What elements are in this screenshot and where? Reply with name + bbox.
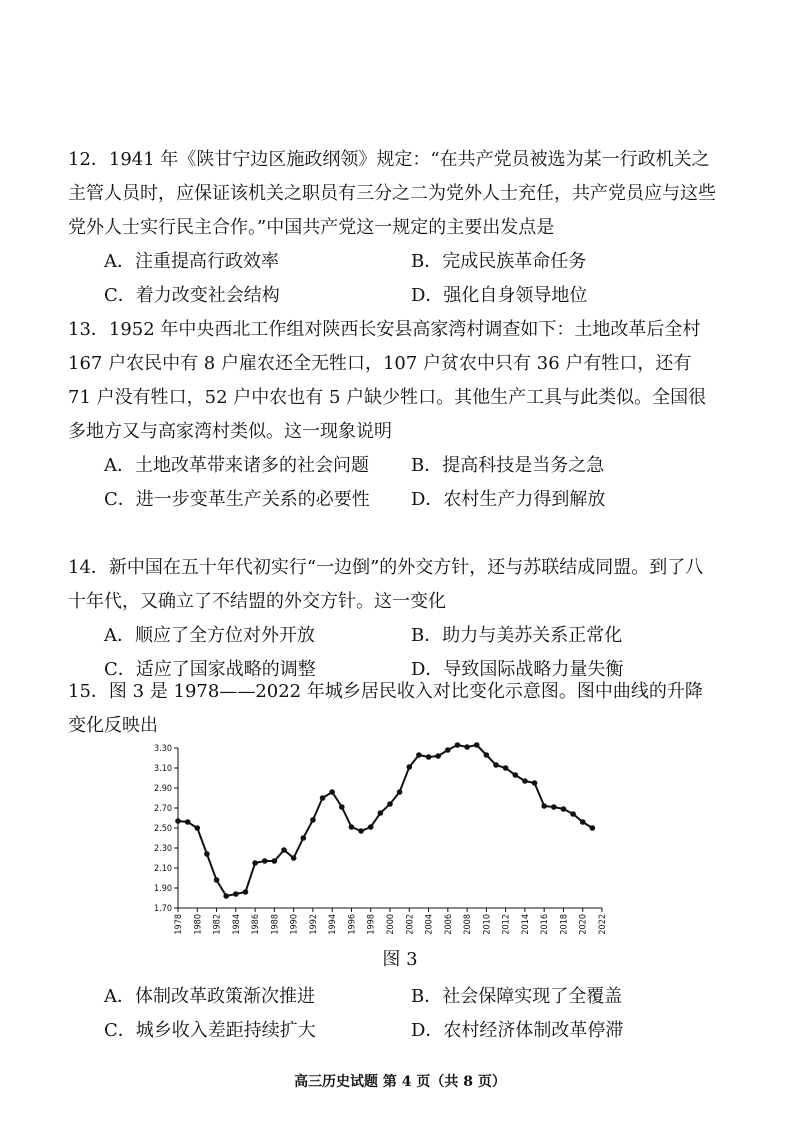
page-footer: 高三历史试题 第 4 页（共 8 页） xyxy=(294,1074,506,1090)
question-12-option-d[interactable]: D．强化自身领导地位 xyxy=(411,285,588,306)
x-tick-label: 1978 xyxy=(174,914,184,935)
y-tick-label: 1.90 xyxy=(153,884,172,894)
x-tick-label: 1994 xyxy=(328,914,339,935)
data-point xyxy=(214,877,220,883)
data-point xyxy=(358,828,364,834)
series-line xyxy=(178,745,592,896)
x-tick-label: 2018 xyxy=(559,914,570,935)
question-15-option-b[interactable]: B．社会保障实现了全覆盖 xyxy=(411,986,623,1007)
data-point xyxy=(194,825,200,831)
figure-caption: 图 3 xyxy=(382,949,418,970)
x-tick-label: 1992 xyxy=(308,914,319,935)
data-point xyxy=(464,744,470,750)
data-point xyxy=(445,747,451,753)
x-tick-label: 2010 xyxy=(482,914,493,935)
question-15-options-row-2 xyxy=(68,1014,718,1048)
data-point xyxy=(522,778,528,784)
data-point xyxy=(426,754,432,760)
question-14-option-d[interactable]: D．导致国际战略力量失衡 xyxy=(411,659,624,680)
data-point xyxy=(262,858,268,864)
y-tick-label: 2.50 xyxy=(153,824,172,834)
question-13-option-c[interactable]: C．进一步变革生产关系的必要性 xyxy=(104,489,370,510)
data-point xyxy=(493,762,499,768)
y-tick-label: 2.30 xyxy=(153,844,172,854)
x-tick-label: 1998 xyxy=(366,914,377,935)
data-point xyxy=(416,752,422,758)
data-point xyxy=(590,825,596,831)
data-point xyxy=(561,806,567,812)
question-15 xyxy=(68,675,718,743)
question-12-option-b[interactable]: B．完成民族革命任务 xyxy=(411,251,587,272)
y-tick-label: 2.70 xyxy=(153,804,172,814)
y-tick-label: 3.10 xyxy=(153,764,172,774)
data-point xyxy=(233,891,239,897)
data-point xyxy=(310,817,316,823)
question-15-options xyxy=(68,980,718,1048)
x-tick-label: 1996 xyxy=(347,914,358,935)
data-point xyxy=(455,742,461,748)
data-point xyxy=(368,824,374,830)
data-point xyxy=(185,819,191,825)
question-15-stem: 15．图 3 是 1978——2022 年城乡居民收入对比变化示意图。图中曲线的升降变化反映出 xyxy=(68,681,703,736)
question-12-options-row-1 xyxy=(68,245,718,279)
question-13-stem: 13．1952 年中央西北工作组对陕西长安县高家湾村调查如下：土地改革后全村 167 户农民中有 8 户雇农还全无牲口，107 户贫农中只有 36 户有牲口，还有 71 户没有牲口，52 户中农也有 5 户缺少牲口。其他生产工具与此类似。全国很多地方又与高家湾村类似。这一现象说明 xyxy=(68,319,707,442)
question-12 xyxy=(68,143,718,313)
data-point xyxy=(397,789,403,795)
data-point xyxy=(320,795,326,801)
x-tick-label: 1986 xyxy=(251,914,262,935)
data-point xyxy=(484,752,490,758)
y-tick-label: 2.90 xyxy=(153,784,172,794)
line-chart xyxy=(140,740,610,940)
question-15-option-c[interactable]: C．城乡收入差距持续扩大 xyxy=(104,1020,316,1041)
x-tick-label: 2022 xyxy=(598,914,608,935)
data-point xyxy=(512,772,518,778)
x-tick-label: 2004 xyxy=(424,914,435,935)
question-12-option-a[interactable]: A．注重提高行政效率 xyxy=(104,251,279,272)
question-13-options-row-2 xyxy=(68,483,718,517)
data-point xyxy=(435,753,441,759)
data-point xyxy=(580,819,586,825)
question-12-options-row-2 xyxy=(68,279,718,313)
question-13-options-row-1 xyxy=(68,449,718,483)
data-point xyxy=(243,889,249,895)
x-tick-label: 2006 xyxy=(443,914,454,935)
data-point xyxy=(204,851,210,857)
question-15-option-a[interactable]: A．体制改革政策渐次推进 xyxy=(104,986,315,1007)
data-point xyxy=(349,824,355,830)
question-14-option-a[interactable]: A．顺应了全方位对外开放 xyxy=(104,625,315,646)
data-point xyxy=(252,860,258,866)
data-point xyxy=(339,804,345,810)
data-point xyxy=(541,803,547,809)
x-tick-label: 2000 xyxy=(386,914,396,935)
figure-3-chart xyxy=(140,740,610,940)
x-tick-label: 2008 xyxy=(463,914,474,935)
question-14 xyxy=(68,551,718,687)
data-point xyxy=(532,780,538,786)
data-point xyxy=(378,810,384,816)
x-tick-label: 1988 xyxy=(270,914,281,935)
data-point xyxy=(474,742,480,748)
data-point xyxy=(406,764,412,770)
question-15-options-row-1 xyxy=(68,980,718,1014)
data-point xyxy=(281,847,287,853)
question-14-option-c[interactable]: C．适应了国家战略的调整 xyxy=(104,659,316,680)
data-point xyxy=(387,801,393,807)
y-tick-label: 1.70 xyxy=(153,904,172,914)
data-point xyxy=(570,811,576,817)
x-tick-label: 1984 xyxy=(231,914,242,935)
x-tick-label: 1980 xyxy=(193,914,204,935)
data-point xyxy=(329,789,335,795)
data-point xyxy=(503,765,509,771)
question-14-stem: 14．新中国在五十年代初实行“一边倒”的外交方针，还与苏联结成同盟。到了八十年代，又确立了不结盟的外交方针。这一变化 xyxy=(68,557,704,612)
x-tick-label: 1990 xyxy=(289,914,300,935)
question-14-option-b[interactable]: B．助力与美苏关系正常化 xyxy=(411,625,623,646)
data-point xyxy=(300,835,306,841)
y-tick-label: 3.30 xyxy=(153,744,172,754)
question-14-options-row-1 xyxy=(68,619,718,653)
x-tick-label: 2014 xyxy=(520,914,531,935)
question-12-option-c[interactable]: C．着力改变社会结构 xyxy=(104,285,280,306)
data-point xyxy=(223,893,229,899)
data-point xyxy=(175,818,181,824)
data-point xyxy=(272,858,278,864)
question-13-option-a[interactable]: A．土地改革带来诸多的社会问题 xyxy=(104,455,369,476)
data-point xyxy=(551,804,557,810)
question-13 xyxy=(68,313,718,517)
x-tick-label: 1982 xyxy=(212,914,223,935)
question-13-option-d[interactable]: D．农村生产力得到解放 xyxy=(411,489,606,510)
question-12-stem: 12．1941 年《陕甘宁边区施政纲领》规定：“在共产党员被选为某一行政机关之主管人员时，应保证该机关之职员有三分之二为党外人士充任，共产党员应与这些党外人士实行民主合作。”中国共产党这一规定的主要出发点是 xyxy=(68,149,716,238)
question-15-option-d[interactable]: D．农村经济体制改革停滞 xyxy=(411,1020,624,1041)
x-tick-label: 2020 xyxy=(578,914,589,935)
question-13-option-b[interactable]: B．提高科技是当务之急 xyxy=(411,455,605,476)
x-tick-label: 2016 xyxy=(540,914,551,935)
data-point xyxy=(291,855,297,861)
x-tick-label: 2012 xyxy=(501,914,512,935)
x-tick-label: 2002 xyxy=(405,914,416,935)
y-tick-label: 2.10 xyxy=(153,864,172,874)
